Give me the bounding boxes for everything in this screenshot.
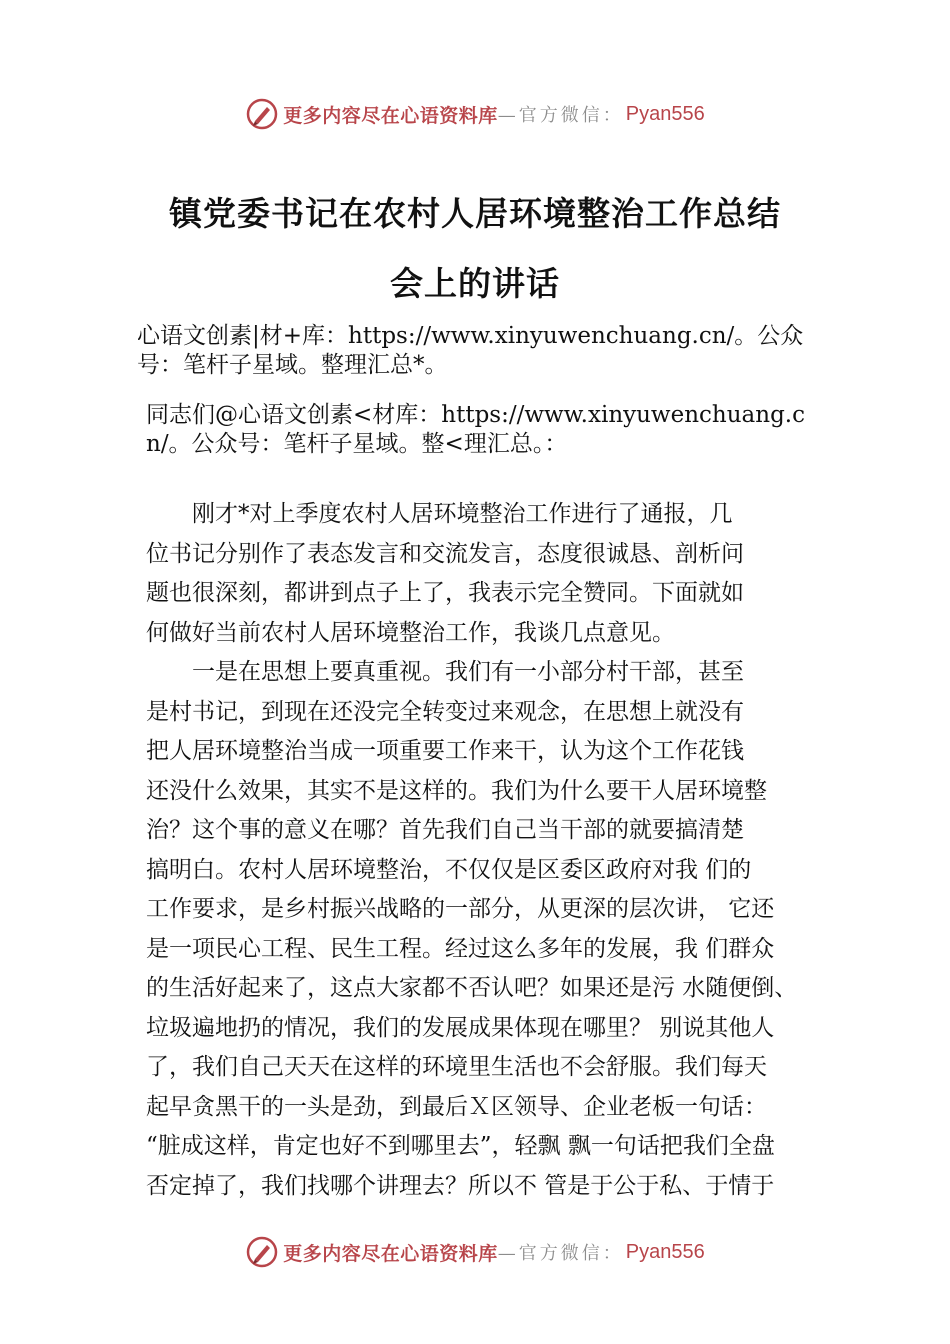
- body-line: 是一项民心工程、民生工程。经过这么多年的发展，我 们群众: [146, 935, 775, 962]
- body-line: 位书记分别作了表态发言和交流发言，态度很诚恳、剖析问: [146, 540, 744, 567]
- body-line: 刚才*对上季度农村人居环境整治工作进行了通报，几: [146, 501, 733, 527]
- banner-wechat-label: —官方微信：: [497, 1243, 624, 1264]
- body-text: [146, 495, 836, 1206]
- greeting: 同志们@心语文创素<材库：https://www.xinyuwenchuang.cn/。公众号：笔杆子星域。整<理汇总。：: [146, 402, 805, 457]
- body-line: 是村书记，到现在还没完全转变过来观念，在思想上就没有: [146, 698, 744, 725]
- body-line: 起早贪黑干的一头是劲，到最后Ｘ区领导、企业老板一句话：: [146, 1093, 767, 1120]
- document-title-line-2: 会上的讲话: [390, 264, 560, 303]
- banner-text: 更多内容尽在心语资料库: [283, 104, 498, 127]
- body-line: 否定掉了，我们找哪个讲理去？所以不 管是于公于私、于情于: [146, 1172, 775, 1199]
- body-line: 题也很深刻，都讲到点子上了，我表示完全赞同。下面就如: [146, 580, 744, 606]
- body-line: 还没什么效果，其实不是这样的。我们为什么要干人居环境整: [146, 777, 767, 804]
- pen-logo-icon: [245, 1235, 279, 1269]
- banner-wechat-label: —官方微信：: [497, 105, 624, 126]
- body-line: 搞明白。农村人居环境整治，不仅仅是区委区政府对我 们的: [146, 856, 752, 883]
- banner-text: 更多内容尽在心语资料库: [283, 1242, 498, 1265]
- document-title-line-1: 镇党委书记在农村人居环境整治工作总结: [169, 194, 781, 233]
- body-line: 治？这个事的意义在哪？首先我们自己当干部的就要搞清楚: [146, 817, 744, 843]
- body-line: 垃圾遍地扔的情况，我们的发展成果体现在哪里？ 别说其他人: [146, 1014, 775, 1041]
- body-line: 工作要求，是乡村振兴战略的一部分，从更深的层次讲， 它还: [146, 896, 775, 922]
- source-note: 心语文创素|材+库：https://www.xinyuwenchuang.cn/。公众号：笔杆子星域。整理汇总*。: [137, 323, 804, 378]
- body-line: 把人居环境整治当成一项重要工作来干，认为这个工作花钱: [146, 738, 744, 764]
- body-line: 何做好当前农村人居环境整治工作，我谈几点意见。: [146, 619, 675, 646]
- header-banner: [0, 94, 950, 134]
- body-line: “脏成这样，肯定也好不到哪里去”，轻飘 飘一句话把我们全盘: [146, 1133, 775, 1159]
- body-line: 了，我们自己天天在这样的环境里生活也不会舒服。我们每天: [146, 1054, 767, 1080]
- body-line: 一是在思想上要真重视。我们有一小部分村干部，甚至: [146, 659, 744, 685]
- banner-wechat-id: Pyan556: [625, 102, 705, 125]
- pen-logo-icon: [245, 97, 279, 131]
- footer-banner: [0, 1232, 950, 1272]
- body-line: 的生活好起来了，这点大家都不否认吧？如果还是污 水随便倒、: [146, 975, 798, 1001]
- banner-wechat-id: Pyan556: [625, 1240, 705, 1263]
